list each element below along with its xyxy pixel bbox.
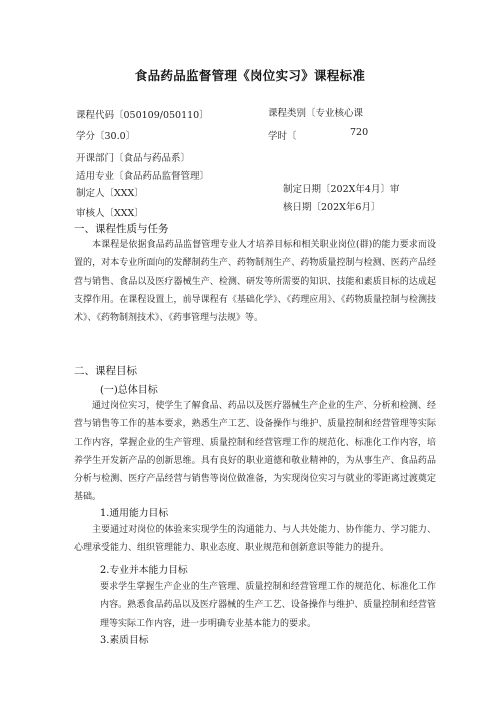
date-made: 制定日期〔202X年4月〕审 <box>283 184 400 195</box>
reviewer: 审核人〔XXX〕 <box>76 208 144 219</box>
document-title: 食品药品监督管理《岗位实习》课程标准 <box>134 68 366 83</box>
general-ability-paragraph: 主要通过对岗位的体验来实现学生的沟通能力、与人共处能力、协作能力、学习能力、心理承受能力、组织管理能力、职业态度、职业规范和创新意识等能力的提升。 <box>74 525 436 554</box>
subheading-overall-goal: (一)总体目标 <box>100 385 158 396</box>
date-reviewed: 核日期〔202X年6月〕 <box>283 202 381 213</box>
course-code: 课程代码〔050109/050110〕 <box>76 110 209 121</box>
hours-value: 720 <box>350 127 369 138</box>
course-type: 课程类别〔专业核心课 <box>268 108 364 119</box>
item-professional-ability: 2.专业并本能力目标 <box>100 565 188 576</box>
section-1-paragraph: 本课程是依据食品药品监督管理专业人才培养目标和相关职业岗位(群)的能力要求而设置的，对本专业所面向的发酵制药生产、药物制剂生产、药物质量控制与检测、医药产品经营与销售、食品以及医疗器械生产、检测、研发等所需要的知识、技能和素质目标的达成起支撑作用。在课程设置上，前导课程有《基础化学》、《药理应用》、《药物质量控制与检测技术》、《药物制剂技术》、《药事管理与法规》等。 <box>74 240 436 324</box>
section-heading-1: 一、课程性质与任务 <box>74 223 169 235</box>
hours-label: 学时〔 <box>268 131 297 142</box>
item-general-ability: 1.通用能力目标 <box>100 508 169 519</box>
overall-goal-paragraph: 通过岗位实习，使学生了解食品、药品以及医疗器械生产企业的生产、分析和检测、经营与销售等工作的基本要求，熟悉生产工艺、设备操作与维护、质量控制和经营管理等实际工作内容，掌握企业的生产管理、质量控制和经营管理工作的规范化、标准化工作内容，培养学生开发新产品的创新思维。具有良好的职业道德和敬业精神的，为从事生产、食品药品分析与检测、医疗产品经营与销售等岗位做准备，为实现岗位实习与就业的零距离过渡奠定基础。 <box>74 401 436 503</box>
author: 制定人〔XXX〕 <box>76 188 144 199</box>
professional-ability-paragraph: 要求学生掌握生产企业的生产管理、质量控制和经营管理工作的规范化、标准化工作内容。熟悉食品药品以及医疗器械的生产工艺、设备操作与维护、质量控制和经营管理等实际工作内容，进一步明确专业基本能力的要求。 <box>100 582 436 629</box>
credits: 学分〔30.0〕 <box>76 131 136 142</box>
department: 开课部门〔食品与药品系〕 <box>76 153 191 164</box>
item-quality-goal: 3.素质目标 <box>100 635 149 646</box>
major: 适用专业〔食品药品监督管理〕 <box>76 171 210 182</box>
section-heading-2: 二、课程目标 <box>74 365 137 377</box>
